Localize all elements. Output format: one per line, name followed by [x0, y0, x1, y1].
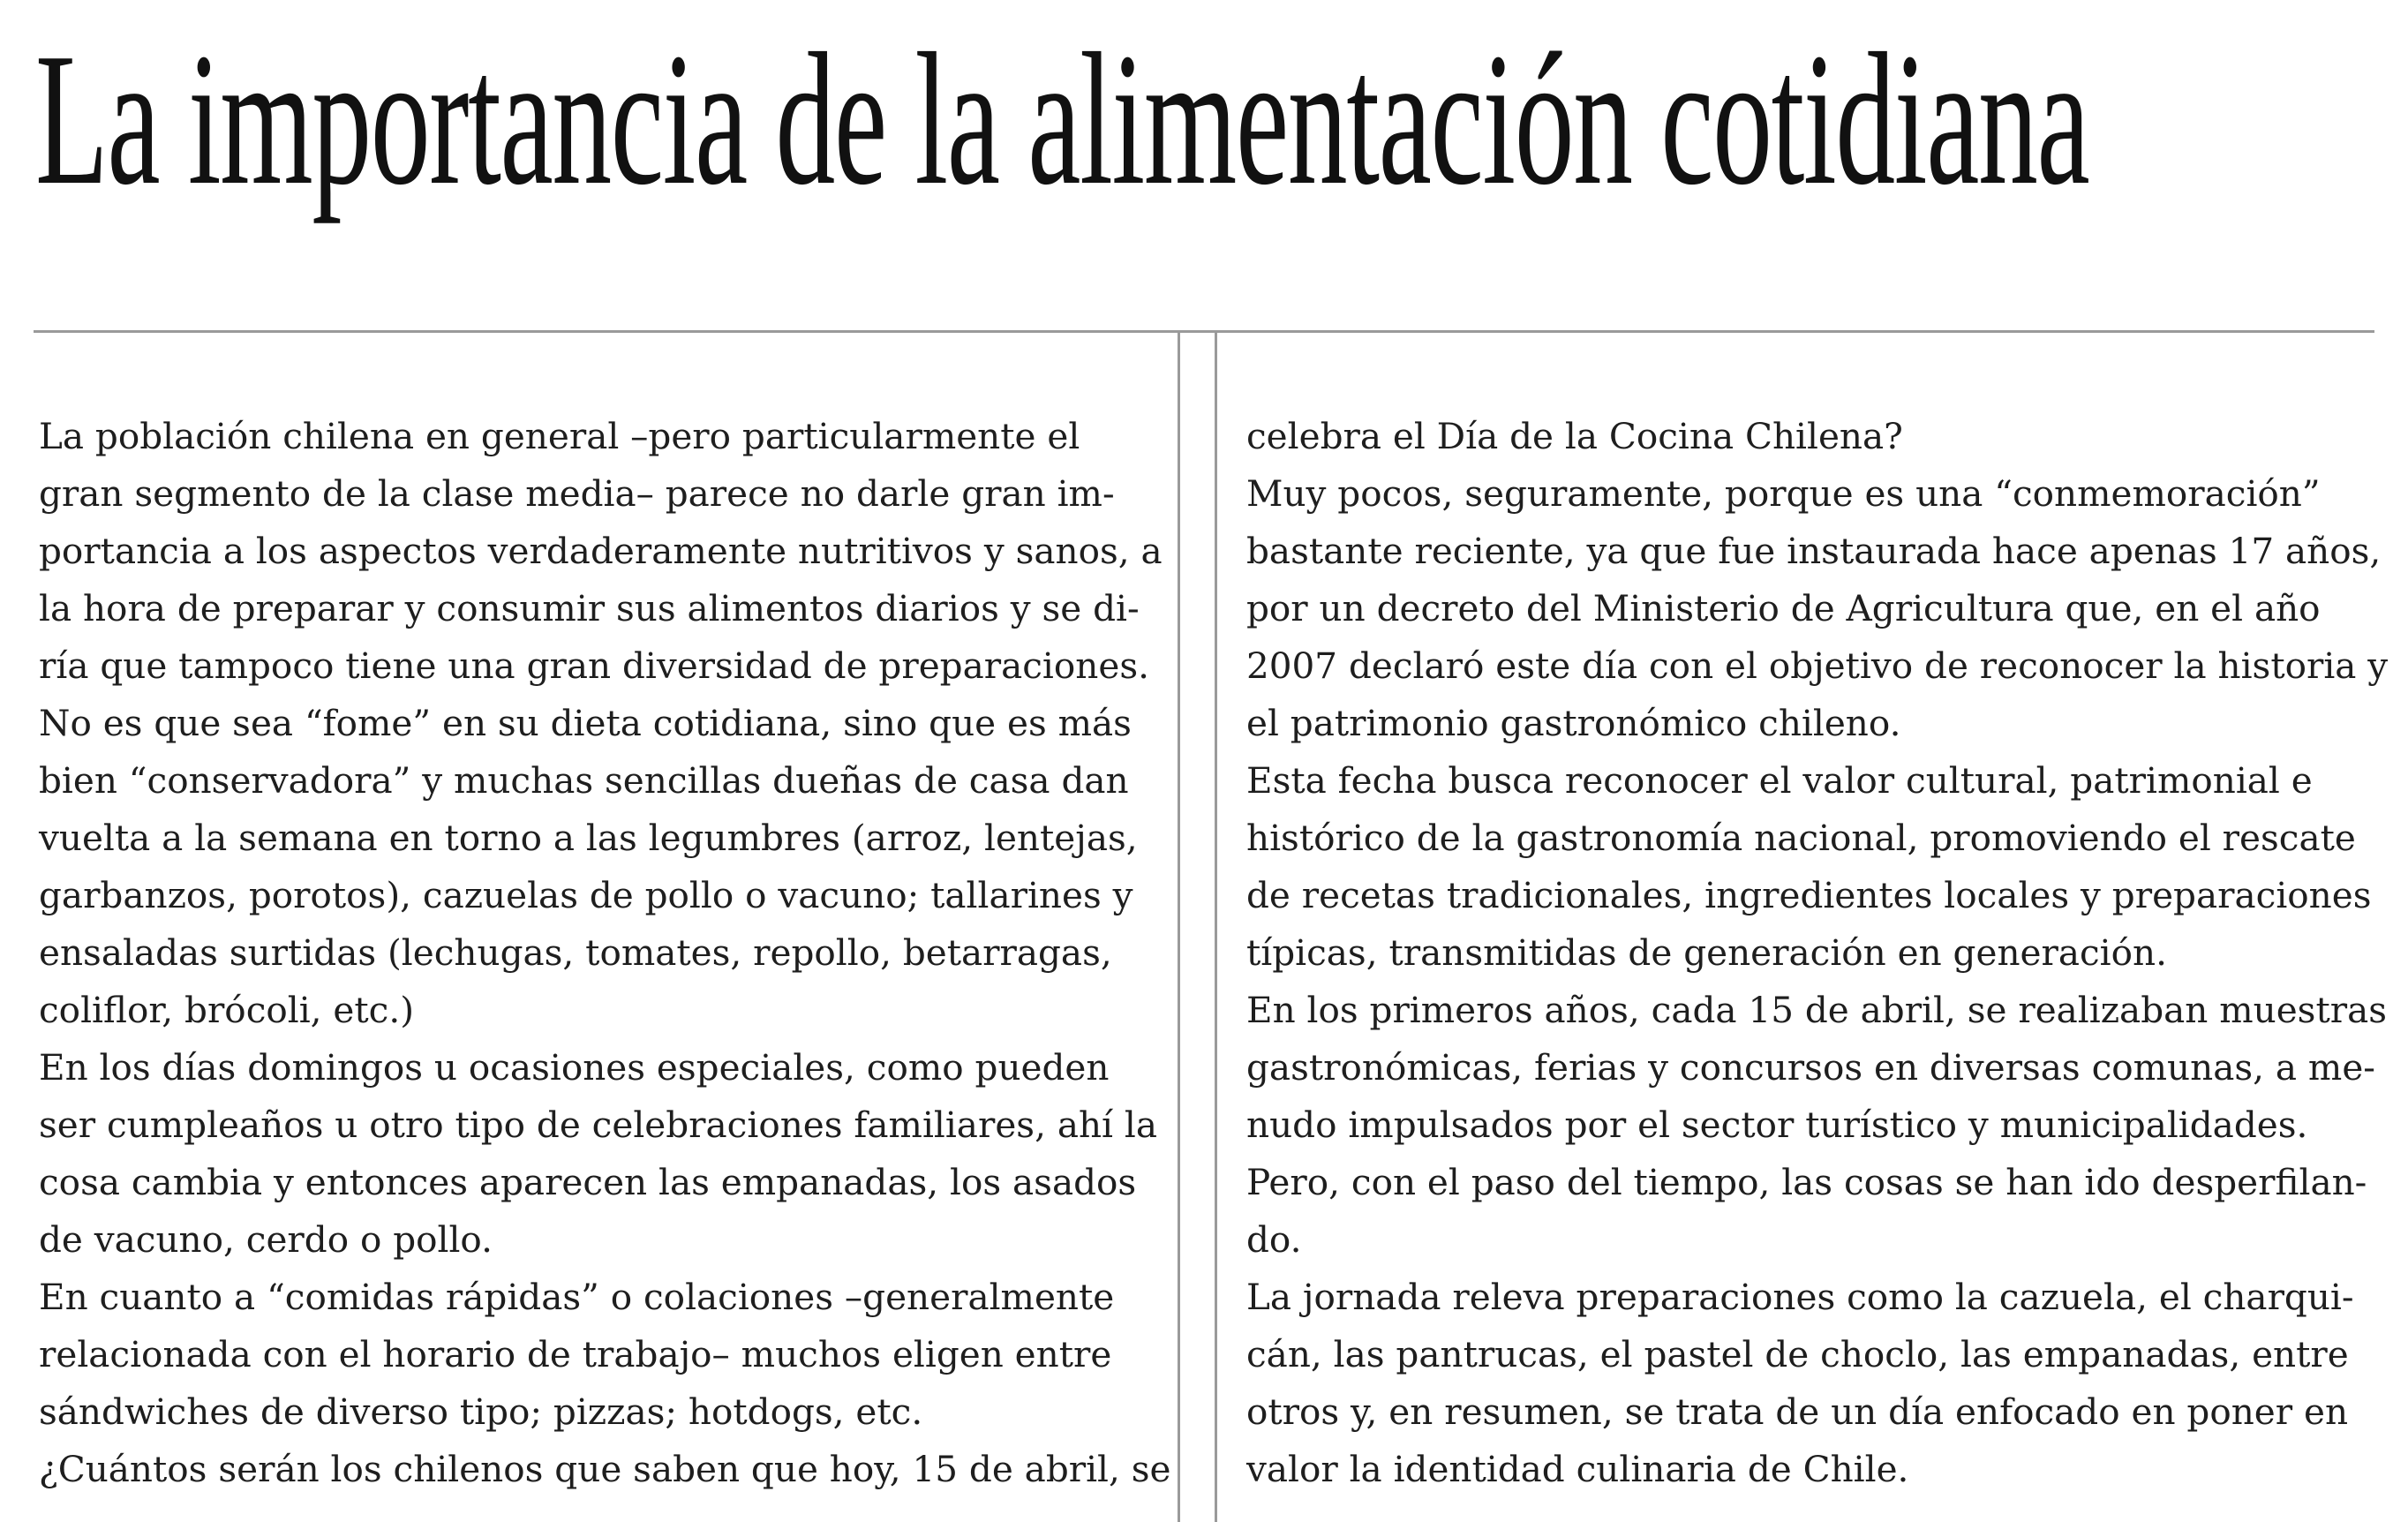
- text-line: gastronómicas, ferias y concursos en diversas comunas, a me-: [1246, 1046, 2375, 1089]
- text-line: de recetas tradicionales, ingredientes locales y preparaciones: [1246, 874, 2372, 916]
- column-divider-right: [1215, 332, 1217, 1522]
- text-line: coliflor, brócoli, etc.): [39, 989, 415, 1031]
- text-line: Muy pocos, seguramente, porque es una “conmemoración”: [1246, 472, 2321, 515]
- text-line: ser cumpleaños u otro tipo de celebraciones familiares, ahí la: [39, 1104, 1157, 1146]
- text-line: Pero, con el paso del tiempo, las cosas se han ido desperfilan-: [1246, 1161, 2367, 1203]
- text-line: celebra el Día de la Cocina Chilena?: [1246, 415, 1903, 457]
- column-divider-left: [1178, 332, 1180, 1522]
- text-line: bien “conservadora” y muchas sencillas dueñas de casa dan: [39, 759, 1129, 802]
- text-line: nudo impulsados por el sector turístico y municipalidades.: [1246, 1104, 2308, 1146]
- text-line: garbanzos, porotos), cazuelas de pollo o vacuno; tallarines y: [39, 874, 1133, 916]
- text-line: otros y, en resumen, se trata de un día enfocado en poner en: [1246, 1390, 2349, 1433]
- text-line: bastante reciente, ya que fue instaurada hace apenas 17 años,: [1246, 530, 2382, 572]
- text-line: ¿Cuántos serán los chilenos que saben que hoy, 15 de abril, se: [39, 1448, 1171, 1490]
- text-line: histórico de la gastronomía nacional, promoviendo el rescate: [1246, 817, 2356, 859]
- text-line: portancia a los aspectos verdaderamente nutritivos y sanos, a: [39, 530, 1163, 572]
- text-line: valor la identidad culinaria de Chile.: [1246, 1448, 1909, 1490]
- text-line: de vacuno, cerdo o pollo.: [39, 1218, 493, 1261]
- text-line: sándwiches de diverso tipo; pizzas; hotdogs, etc.: [39, 1390, 923, 1433]
- text-line: La jornada releva preparaciones como la cazuela, el charqui-: [1246, 1276, 2354, 1318]
- text-line: por un decreto del Ministerio de Agricultura que, en el año: [1246, 587, 2321, 629]
- article-column-left: [39, 408, 1171, 1498]
- text-line: el patrimonio gastronómico chileno.: [1246, 702, 1901, 744]
- text-line: En los primeros años, cada 15 de abril, se realizaban muestras: [1246, 989, 2388, 1031]
- text-line: cosa cambia y entonces aparecen las empanadas, los asados: [39, 1161, 1137, 1203]
- text-line: cán, las pantrucas, el pastel de choclo, las empanadas, entre: [1246, 1333, 2349, 1375]
- article-column-right: [1246, 408, 2394, 1498]
- text-line: Esta fecha busca reconocer el valor cultural, patrimonial e: [1246, 759, 2313, 802]
- text-line: la hora de preparar y consumir sus alimentos diarios y se di-: [39, 587, 1140, 629]
- text-line: vuelta a la semana en torno a las legumbres (arroz, lentejas,: [39, 817, 1138, 859]
- text-line: ensaladas surtidas (lechugas, tomates, repollo, betarragas,: [39, 931, 1112, 974]
- text-line: En los días domingos u ocasiones especiales, como pueden: [39, 1046, 1110, 1089]
- text-line: típicas, transmitidas de generación en generación.: [1246, 931, 2167, 974]
- text-line: do.: [1246, 1218, 1302, 1261]
- text-line: En cuanto a “comidas rápidas” o colaciones –generalmente: [39, 1276, 1115, 1318]
- text-line: gran segmento de la clase media– parece no darle gran im-: [39, 472, 1115, 515]
- text-line: ría que tampoco tiene una gran diversidad de preparaciones.: [39, 644, 1149, 687]
- text-line: La población chilena en general –pero particularmente el: [39, 415, 1080, 457]
- text-line: 2007 declaró este día con el objetivo de reconocer la historia y: [1246, 644, 2389, 687]
- headline-divider: [34, 330, 2374, 333]
- text-line: No es que sea “fome” en su dieta cotidiana, sino que es más: [39, 702, 1132, 744]
- article-headline: La importancia de la alimentación cotidiana: [35, 13, 2089, 224]
- text-line: relacionada con el horario de trabajo– muchos eligen entre: [39, 1333, 1112, 1375]
